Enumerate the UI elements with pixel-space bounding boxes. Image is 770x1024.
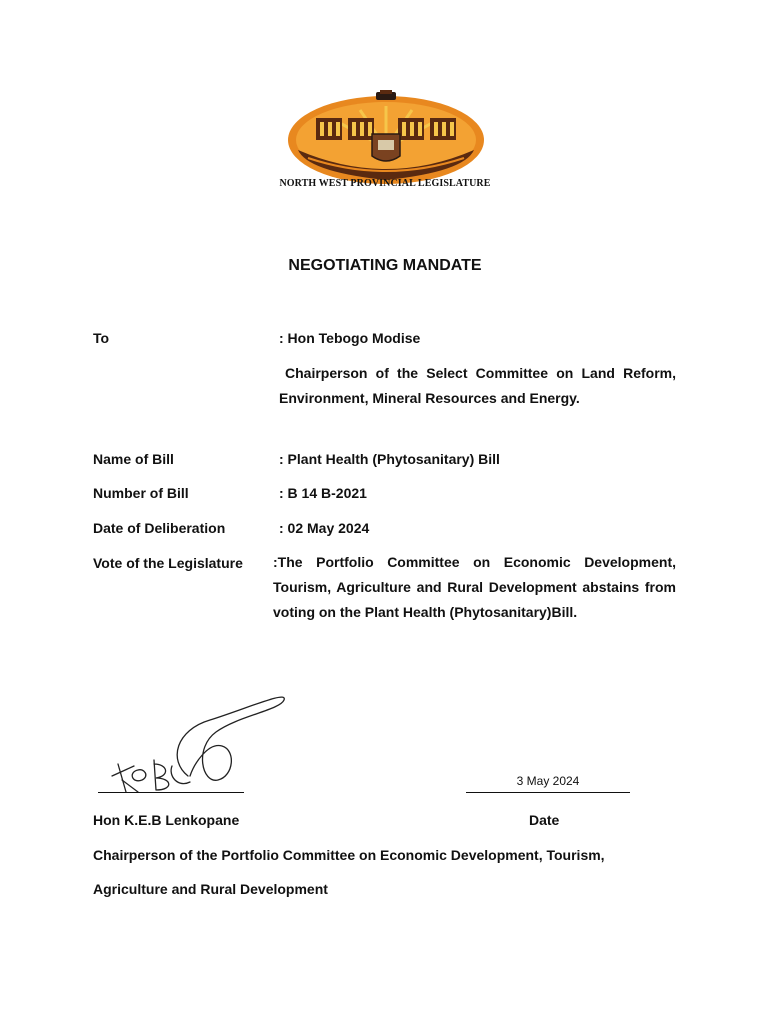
signatory-position-line1: Chairperson of the Portfolio Committee on Economic Development, Tourism, [93,847,605,863]
to-detail: Chairperson of the Select Committee on Land Reform, Environment, Mineral Resources and Energy. [279,365,676,406]
deliberation-date-value: : 02 May 2024 [279,520,370,536]
document-title: NEGOTIATING MANDATE [288,257,482,274]
bill-name-value: : Plant Health (Phytosanitary) Bill [279,451,500,467]
signed-date: 3 May 2024 [516,774,580,788]
date-line [466,792,630,793]
to-value: : Hon Tebogo Modise [279,330,421,346]
bill-number-label: Number of Bill [93,485,189,501]
signature-line [98,792,244,793]
date-label: Date [529,812,560,828]
deliberation-date-label: Date of Deliberation [93,520,226,536]
bill-number-value: : B 14 B-2021 [279,485,367,501]
handwritten-signature-icon [98,680,298,800]
vote-value: :The Portfolio Committee on Economic Development, Tourism, Agriculture and Rural Development abstains from voting on the Plant Health (Phytosanitary)Bill. [273,554,676,620]
vote-label: Vote of the Legislature [93,555,243,571]
signatory-name: Hon K.E.B Lenkopane [93,812,240,828]
organization-name: NORTH WEST PROVINCIAL LEGISLATURE [279,178,491,189]
bill-name-label: Name of Bill [93,451,174,467]
to-label: To [93,330,110,346]
signatory-position-line2: Agriculture and Rural Development [93,881,328,897]
